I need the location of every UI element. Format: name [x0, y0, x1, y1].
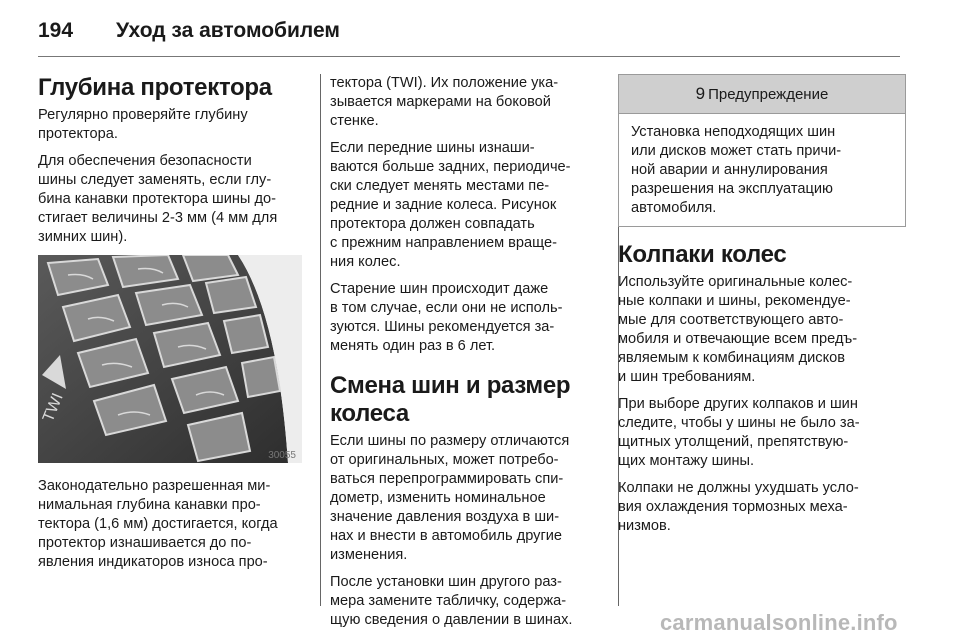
page-header — [38, 14, 922, 48]
paragraph: Законодательно разрешенная ми- нимальная глубина канавки про- тектора (1,6 мм) достигается, когда протектор изнашивается до по- явления индикаторов износа про- — [38, 478, 278, 570]
image-number: 30055 — [268, 450, 296, 461]
page-number: 194 — [38, 19, 74, 42]
section-heading-wheel-covers: Колпаки колес — [618, 241, 787, 268]
paragraph: Используйте оригинальные колес- ные колпаки и шины, рекомендуе- мые для соответствующего авто- мобиля и отвечающие всем предъ- являемым к комбинациям дисков и шин требованиям. — [618, 274, 858, 385]
tire-tread-drawing — [38, 255, 302, 463]
warning-header — [619, 75, 905, 114]
column-divider-1 — [320, 74, 321, 606]
paragraph: Колпаки не должны ухудшать усло- вия охлаждения тормозных меха- низмов. — [618, 480, 859, 534]
warning-triangle-icon: 9 — [695, 84, 706, 103]
section-heading-tread-depth: Глубина протектора — [38, 74, 272, 101]
warning-box — [618, 74, 906, 227]
paragraph: тектора (TWI). Их положение ука- зывается маркерами на боковой стенке. — [330, 75, 559, 129]
tire-tread-illustration — [38, 255, 302, 463]
paragraph: Регулярно проверяйте глубину протектора. — [38, 107, 248, 142]
watermark: carmanualsonline.info — [660, 610, 898, 635]
paragraph: После установки шин другого раз- мера замените табличку, содержа- щую сведения о давлении в шинах. — [330, 574, 573, 628]
paragraph: Если шины по размеру отличаются от оригинальных, может потребо- ваться перепрограммировать спи- дометр, изменить номинальное значение давления воздуха в ши- нах и внести в автомобиль другие изменения. — [330, 433, 570, 563]
column-3 — [618, 74, 904, 544]
column-1 — [38, 74, 304, 580]
paragraph: Старение шин происходит даже в том случае, если они не исполь- зуются. Шины рекомендуется за- менять один раз в 6 лет. — [330, 281, 563, 354]
warning-text: Установка неподходящих шин или дисков может стать причи- ной аварии и аннулирования разрешения на эксплуатацию автомобиля. — [631, 124, 842, 216]
chapter-title: Уход за автомобилем — [116, 19, 340, 42]
warning-title: Предупреждение — [708, 85, 829, 103]
twi-marker-label: TWI — [39, 390, 67, 425]
header-divider — [38, 56, 900, 57]
paragraph: При выборе других колпаков и шин следите, чтобы у шины не было за- щитных утолщений, препятствую- щих монтажу шины. — [618, 396, 860, 469]
column-2 — [330, 74, 606, 638]
paragraph: Если передние шины изнаши- ваются больше задних, периодиче- ски следует менять местами пе- редние и задние колеса. Рисунок протектора должен совпадать с прежним направлением враще- ния колес. — [330, 140, 571, 270]
paragraph: Для обеспечения безопасности шины следует заменять, если глу- бина канавки протектора шины до- стигает величины 2-3 мм (4 мм для зимних шин). — [38, 153, 278, 245]
section-heading-tire-change: Смена шин и размер колеса — [330, 372, 571, 427]
